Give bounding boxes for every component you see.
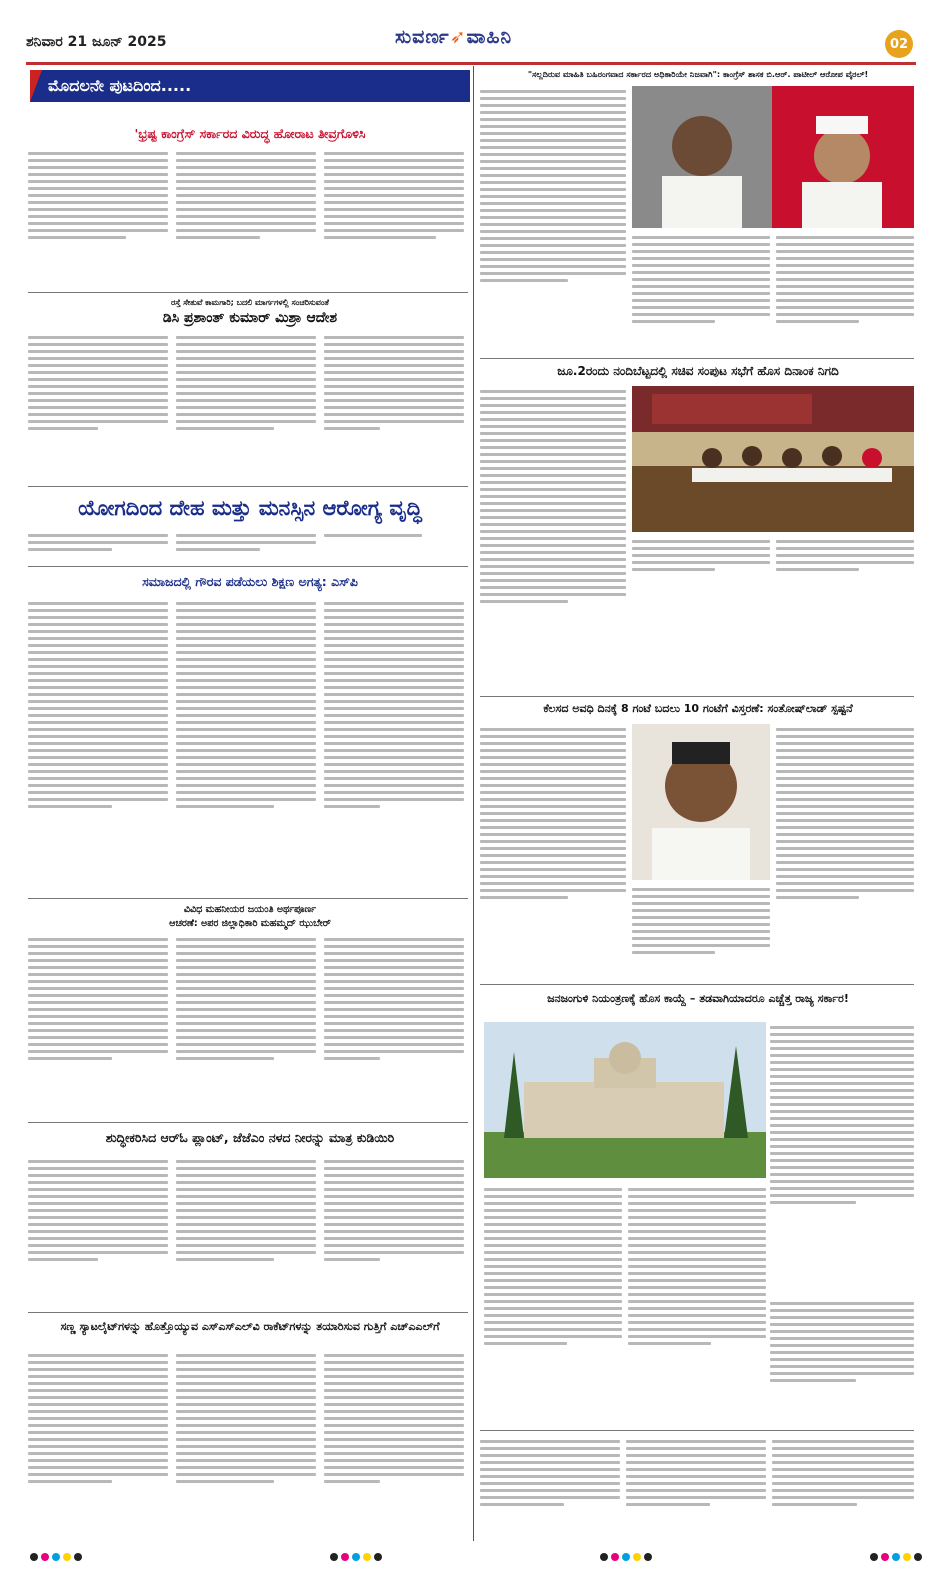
article-body bbox=[176, 332, 316, 482]
register-dot bbox=[330, 1553, 338, 1561]
headline-yoga: ಯೋಗದಿಂದ ದೇಹ ಮತ್ತು ಮನಸ್ಸಿನ ಆರೋಗ್ಯ ವೃದ್ಧಿ bbox=[78, 496, 422, 520]
article-body bbox=[28, 1156, 168, 1308]
divider bbox=[28, 486, 468, 487]
article-body bbox=[324, 148, 464, 288]
masthead bbox=[0, 0, 945, 60]
divider bbox=[28, 1312, 468, 1313]
photo-cabinet-meeting bbox=[632, 386, 914, 532]
article-body bbox=[28, 530, 168, 566]
register-dot bbox=[611, 1553, 619, 1561]
divider bbox=[480, 1430, 914, 1431]
register-marks-right bbox=[870, 1553, 930, 1563]
register-dot bbox=[633, 1553, 641, 1561]
photo-vidhana-soudha bbox=[484, 1022, 766, 1178]
divider bbox=[480, 358, 914, 359]
article-body bbox=[176, 1156, 316, 1308]
divider bbox=[28, 292, 468, 293]
article-body bbox=[776, 536, 914, 588]
register-dot bbox=[74, 1553, 82, 1561]
article-body bbox=[480, 86, 626, 354]
article-body bbox=[324, 598, 464, 894]
register-dot bbox=[892, 1553, 900, 1561]
photo-ministers bbox=[632, 86, 914, 228]
register-dot bbox=[600, 1553, 608, 1561]
article-body bbox=[632, 536, 770, 588]
article-body bbox=[28, 332, 168, 482]
register-dot bbox=[352, 1553, 360, 1561]
article-body bbox=[480, 386, 626, 692]
headline-kharge: "ಸಲ್ಲದಿರುವ ಮಾಹಿತಿ ಬಹಿರಂಗವಾದ ಸರ್ಕಾರದ ಅಧಿಕಾರಿಯೇ ನಿಜವಾಗಿ": ಕಾಂಗ್ರೆಸ್ ಶಾಸಕ ಬಿ.ಆರ್. ಪಾಟೀಲ್ ಆರೋಪ ವೈರಲ್! bbox=[527, 69, 869, 79]
divider bbox=[28, 1122, 468, 1123]
register-dot bbox=[374, 1553, 382, 1561]
article-body bbox=[176, 148, 316, 288]
register-marks-mid-left bbox=[330, 1553, 390, 1563]
brand-right: ವಾಹಿನಿ bbox=[466, 26, 513, 48]
article-body bbox=[776, 724, 914, 980]
article-body bbox=[632, 884, 770, 980]
register-dot bbox=[644, 1553, 652, 1561]
article-body bbox=[176, 530, 316, 566]
headline-hal-rockets: ಸಣ್ಣ ಸ್ಯಾಟಲೈಟ್‌ಗಳನ್ನು ಹೊತ್ತೊಯ್ಯುವ ಎಸ್‌ಎಸ್‌ಎಲ್‌ವಿ ರಾಕೆಟ್‌ಗಳನ್ನು ತಯಾರಿಸುವ ಗುತ್ತಿಗೆ ಎಚ್‌ಎಎಲ್‌ಗೆ bbox=[60, 1320, 440, 1333]
section-title: ಮೊದಲನೇ ಪುಟದಿಂದ..... bbox=[30, 70, 470, 102]
article-body bbox=[632, 232, 770, 354]
subheadline-jayanti: ಆಚರಣೆ: ಅಪರ ಜಿಲ್ಲಾಧಿಕಾರಿ ಮಹಮ್ಮದ್ ಝುಬೇರ್ bbox=[169, 918, 331, 929]
headline-work-hours: ಕೆಲಸದ ಅವಧಿ ದಿನಕ್ಕೆ 8 ಗಂಟೆ ಬದಲು 10 ಗಂಟೆಗೆ ವಿಸ್ತರಣೆ: ಸಂತೋಷ್‌ಲಾಡ್ ಸ್ಪಷ್ಟನೆ bbox=[543, 702, 853, 715]
register-marks-left bbox=[30, 1553, 90, 1563]
article-body bbox=[176, 1350, 316, 1546]
article-body bbox=[772, 1436, 914, 1546]
article-body bbox=[176, 598, 316, 894]
flame-icon: ➶ bbox=[449, 26, 467, 48]
register-dot bbox=[52, 1553, 60, 1561]
headline-cabinet-meeting: ಜೂ.2ರಂದು ನಂದಿಬೆಟ್ಟದಲ್ಲಿ ಸಚಿವ ಸಂಪುಟ ಸಭೆಗೆ ಹೊಸ ದಿನಾಂಕ ನಿಗದಿ bbox=[557, 364, 839, 378]
article-body bbox=[324, 934, 464, 1118]
register-dot bbox=[63, 1553, 71, 1561]
article-body bbox=[776, 232, 914, 354]
headline-jayanti: ವಿವಿಧ ಮಹನೀಯರ ಜಯಂತಿ ಅರ್ಥಪೂರ್ಣ bbox=[183, 904, 317, 915]
divider bbox=[28, 566, 468, 567]
issue-date: ಶನಿವಾರ 21 ಜೂನ್ 2025 bbox=[26, 34, 167, 50]
register-dot bbox=[870, 1553, 878, 1561]
register-dot bbox=[914, 1553, 922, 1561]
brand-logo bbox=[395, 26, 512, 48]
article-body bbox=[324, 1156, 464, 1308]
register-dot bbox=[41, 1553, 49, 1561]
divider bbox=[28, 898, 468, 899]
article-body bbox=[176, 934, 316, 1118]
register-dot bbox=[881, 1553, 889, 1561]
divider bbox=[480, 984, 914, 985]
article-body bbox=[480, 1436, 620, 1546]
masthead-rule bbox=[26, 62, 916, 65]
register-dot bbox=[363, 1553, 371, 1561]
article-body bbox=[626, 1436, 766, 1546]
brand-left: ಸುವರ್ಣ bbox=[395, 26, 450, 48]
article-body bbox=[28, 1350, 168, 1546]
column-divider bbox=[473, 66, 474, 1541]
article-body bbox=[28, 598, 168, 894]
article-body bbox=[28, 934, 168, 1118]
article-body bbox=[770, 1298, 914, 1426]
divider bbox=[480, 696, 914, 697]
headline-ro-plant: ಶುದ್ಧೀಕರಿಸಿದ ಆರ್‌ಓ ಪ್ಲಾಂಟ್, ಜೆಜೆಎಂ ನಳದ ನೀರನ್ನು ಮಾತ್ರ ಕುಡಿಯಿರಿ bbox=[105, 1130, 395, 1145]
register-dot bbox=[30, 1553, 38, 1561]
article-body bbox=[480, 724, 626, 980]
article-body bbox=[770, 1022, 914, 1296]
page-number: 02 bbox=[885, 30, 913, 58]
article-body bbox=[628, 1184, 766, 1426]
photo-minister bbox=[632, 724, 770, 880]
register-dot bbox=[341, 1553, 349, 1561]
register-dot bbox=[903, 1553, 911, 1561]
article-body bbox=[28, 148, 168, 288]
section-title-flag bbox=[30, 70, 42, 102]
article-body bbox=[324, 1350, 464, 1546]
headline-road-repair: ಡಿಸಿ ಪ್ರಶಾಂತ್ ಕುಮಾರ್ ಮಿಶ್ರಾ ಆದೇಶ bbox=[162, 310, 338, 326]
headline-congress-protest: 'ಭ್ರಷ್ಟ ಕಾಂಗ್ರೆಸ್ ಸರ್ಕಾರದ ವಿರುದ್ಧ ಹೋರಾಟ ತೀವ್ರಗೊಳಿಸಿ bbox=[134, 126, 366, 141]
headline-census: ಜನಜಂಗುಳಿ ನಿಯಂತ್ರಣಕ್ಕೆ ಹೊಸ ಕಾಯ್ದೆ – ತಡವಾಗಿಯಾದರೂ ಎಚ್ಚೆತ್ತ ರಾಜ್ಯ ಸರ್ಕಾರ! bbox=[547, 992, 849, 1005]
kicker-road-repair: ರಸ್ತೆ ಸೇತುವೆ ಕಾಮಗಾರಿ; ಬದಲಿ ಮಾರ್ಗಗಳಲ್ಲಿ ಸಂಚರಿಸುವಂತೆ bbox=[171, 298, 329, 307]
register-marks-mid-right bbox=[600, 1553, 660, 1563]
article-body bbox=[484, 1184, 622, 1426]
article-body bbox=[324, 530, 464, 566]
register-dot bbox=[622, 1553, 630, 1561]
article-body bbox=[324, 332, 464, 482]
headline-education: ಸಮಾಜದಲ್ಲಿ ಗೌರವ ಪಡೆಯಲು ಶಿಕ್ಷಣ ಅಗತ್ಯ: ಎಸ್‌ಪಿ bbox=[142, 574, 358, 589]
